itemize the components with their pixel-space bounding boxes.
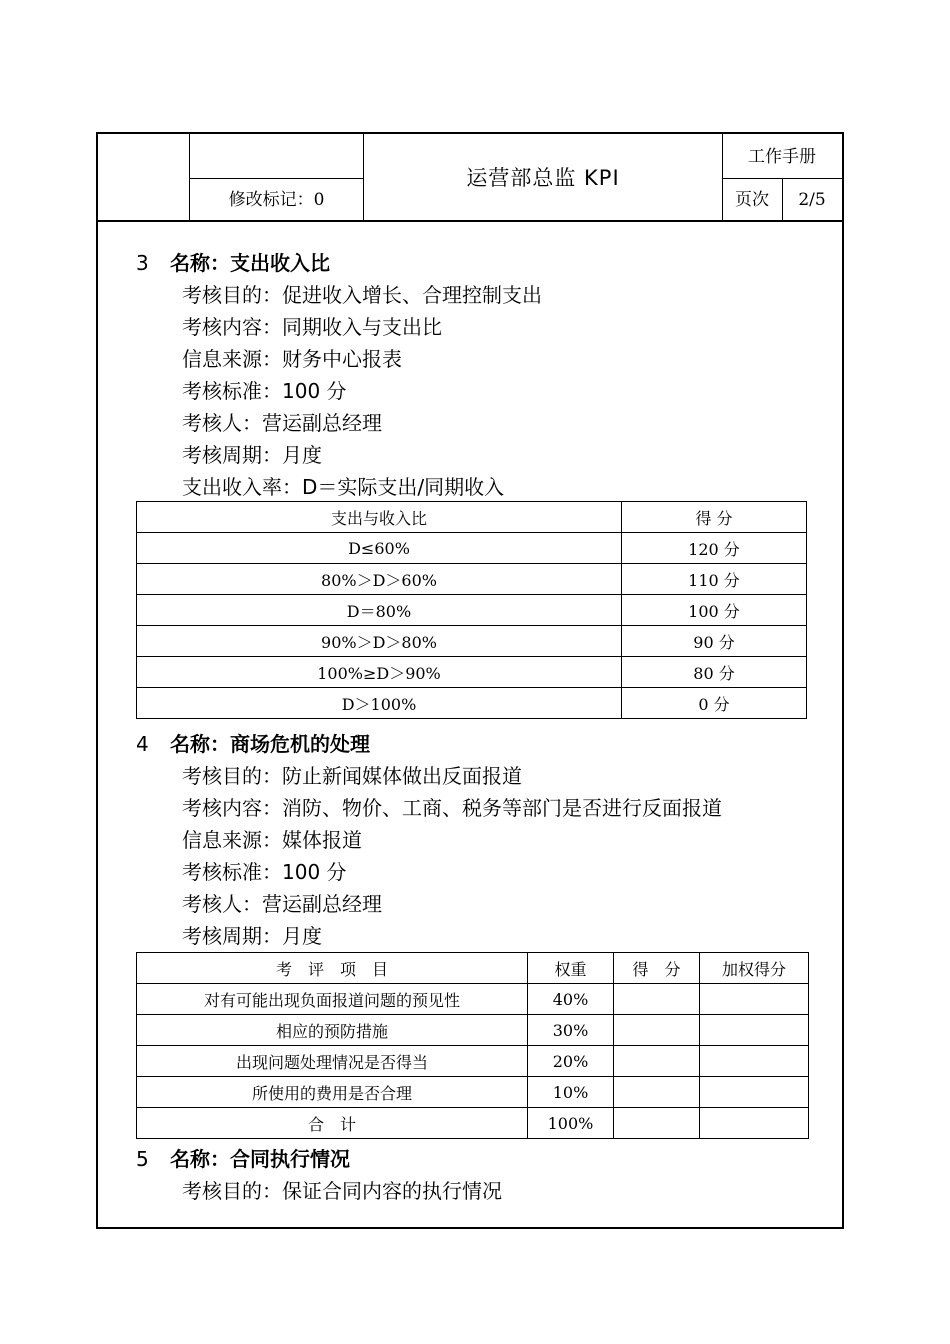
section-number: 4 bbox=[136, 732, 149, 756]
section-title: 名称：合同执行情况 bbox=[170, 1147, 350, 1171]
manual-label: 工作手册 bbox=[748, 147, 816, 167]
table-cell: D≤60% bbox=[137, 533, 622, 564]
table-cell: 合 计 bbox=[137, 1108, 528, 1139]
table-cell: 80%＞D＞60% bbox=[137, 564, 622, 595]
table-row bbox=[137, 595, 807, 626]
table-row bbox=[137, 564, 807, 595]
document-title: 运营部总监 KPI bbox=[466, 166, 620, 190]
header-divider bbox=[189, 178, 364, 179]
table-header-cell: 考 评 项 目 bbox=[137, 953, 528, 984]
table-cell: 所使用的费用是否合理 bbox=[137, 1077, 528, 1108]
section-4-line: 考核内容：消防、物价、工商、税务等部门是否进行反面报道 bbox=[182, 796, 722, 820]
table-cell bbox=[614, 984, 700, 1015]
section-title: 名称：商场危机的处理 bbox=[170, 732, 370, 756]
table-cell bbox=[614, 1046, 700, 1077]
ratio-score-table bbox=[136, 501, 807, 719]
table-cell: 110 分 bbox=[622, 564, 807, 595]
section-3-line: 信息来源：财务中心报表 bbox=[182, 347, 402, 371]
revision-mark: 修改标记：0 bbox=[228, 190, 325, 210]
table-cell: 对有可能出现负面报道问题的预见性 bbox=[137, 984, 528, 1015]
table-cell: 出现问题处理情况是否得当 bbox=[137, 1046, 528, 1077]
section-3-heading bbox=[136, 247, 330, 276]
page-label: 页次 bbox=[735, 190, 769, 210]
table-header-cell: 加权得分 bbox=[700, 953, 809, 984]
table-cell: 80 分 bbox=[622, 657, 807, 688]
table-header-cell: 权重 bbox=[528, 953, 614, 984]
table-cell: 0 分 bbox=[622, 688, 807, 719]
table-cell: 100% bbox=[528, 1108, 614, 1139]
section-3-line: 考核人：营运副总经理 bbox=[182, 411, 382, 435]
section-5-heading bbox=[136, 1143, 350, 1172]
table-cell bbox=[700, 1108, 809, 1139]
table-cell: D＝80% bbox=[137, 595, 622, 626]
table-cell: 相应的预防措施 bbox=[137, 1015, 528, 1046]
section-title: 名称：支出收入比 bbox=[170, 251, 330, 275]
table-cell bbox=[614, 1015, 700, 1046]
table-row bbox=[137, 533, 807, 564]
table-header-cell: 得 分 bbox=[614, 953, 700, 984]
table-cell: 90 分 bbox=[622, 626, 807, 657]
document-header bbox=[98, 134, 842, 222]
document-frame bbox=[96, 132, 844, 1229]
table-row bbox=[137, 657, 807, 688]
section-4-line: 考核人：营运副总经理 bbox=[182, 892, 382, 916]
section-3-line: 考核标准：100 分 bbox=[182, 379, 347, 403]
table-row bbox=[137, 626, 807, 657]
header-divider bbox=[722, 178, 842, 179]
section-4-line: 考核周期：月度 bbox=[182, 924, 322, 948]
section-3-line: 考核内容：同期收入与支出比 bbox=[182, 315, 442, 339]
section-number: 3 bbox=[136, 251, 149, 275]
table-cell bbox=[614, 1077, 700, 1108]
table-header-row bbox=[137, 953, 809, 984]
table-cell bbox=[700, 1015, 809, 1046]
table-row bbox=[137, 984, 809, 1015]
table-cell bbox=[700, 984, 809, 1015]
crisis-evaluation-table bbox=[136, 952, 809, 1139]
table-cell bbox=[700, 1046, 809, 1077]
table-cell bbox=[700, 1077, 809, 1108]
table-header-cell: 得 分 bbox=[622, 502, 807, 533]
table-cell: 100%≥D＞90% bbox=[137, 657, 622, 688]
section-3-line: 考核周期：月度 bbox=[182, 443, 322, 467]
table-cell: 120 分 bbox=[622, 533, 807, 564]
table-cell: 40% bbox=[528, 984, 614, 1015]
section-3-line: 考核目的：促进收入增长、合理控制支出 bbox=[182, 283, 542, 307]
table-header-row bbox=[137, 502, 807, 533]
table-row bbox=[137, 1108, 809, 1139]
section-4-heading bbox=[136, 728, 370, 757]
section-3-line: 支出收入率：D＝实际支出/同期收入 bbox=[182, 475, 505, 499]
table-cell: 90%＞D＞80% bbox=[137, 626, 622, 657]
table-row bbox=[137, 1077, 809, 1108]
table-cell: 30% bbox=[528, 1015, 614, 1046]
section-4-line: 信息来源：媒体报道 bbox=[182, 828, 362, 852]
table-cell: 20% bbox=[528, 1046, 614, 1077]
section-4-line: 考核标准：100 分 bbox=[182, 860, 347, 884]
table-cell bbox=[614, 1108, 700, 1139]
section-5-line: 考核目的：保证合同内容的执行情况 bbox=[182, 1179, 502, 1203]
table-cell: 10% bbox=[528, 1077, 614, 1108]
page-number: 2/5 bbox=[798, 190, 826, 210]
section-4-line: 考核目的：防止新闻媒体做出反面报道 bbox=[182, 764, 522, 788]
header-bottom-rule bbox=[98, 220, 842, 222]
section-number: 5 bbox=[136, 1147, 149, 1171]
table-row bbox=[137, 1015, 809, 1046]
table-row bbox=[137, 1046, 809, 1077]
table-header-cell: 支出与收入比 bbox=[137, 502, 622, 533]
table-row bbox=[137, 688, 807, 719]
table-cell: 100 分 bbox=[622, 595, 807, 626]
table-cell: D＞100% bbox=[137, 688, 622, 719]
